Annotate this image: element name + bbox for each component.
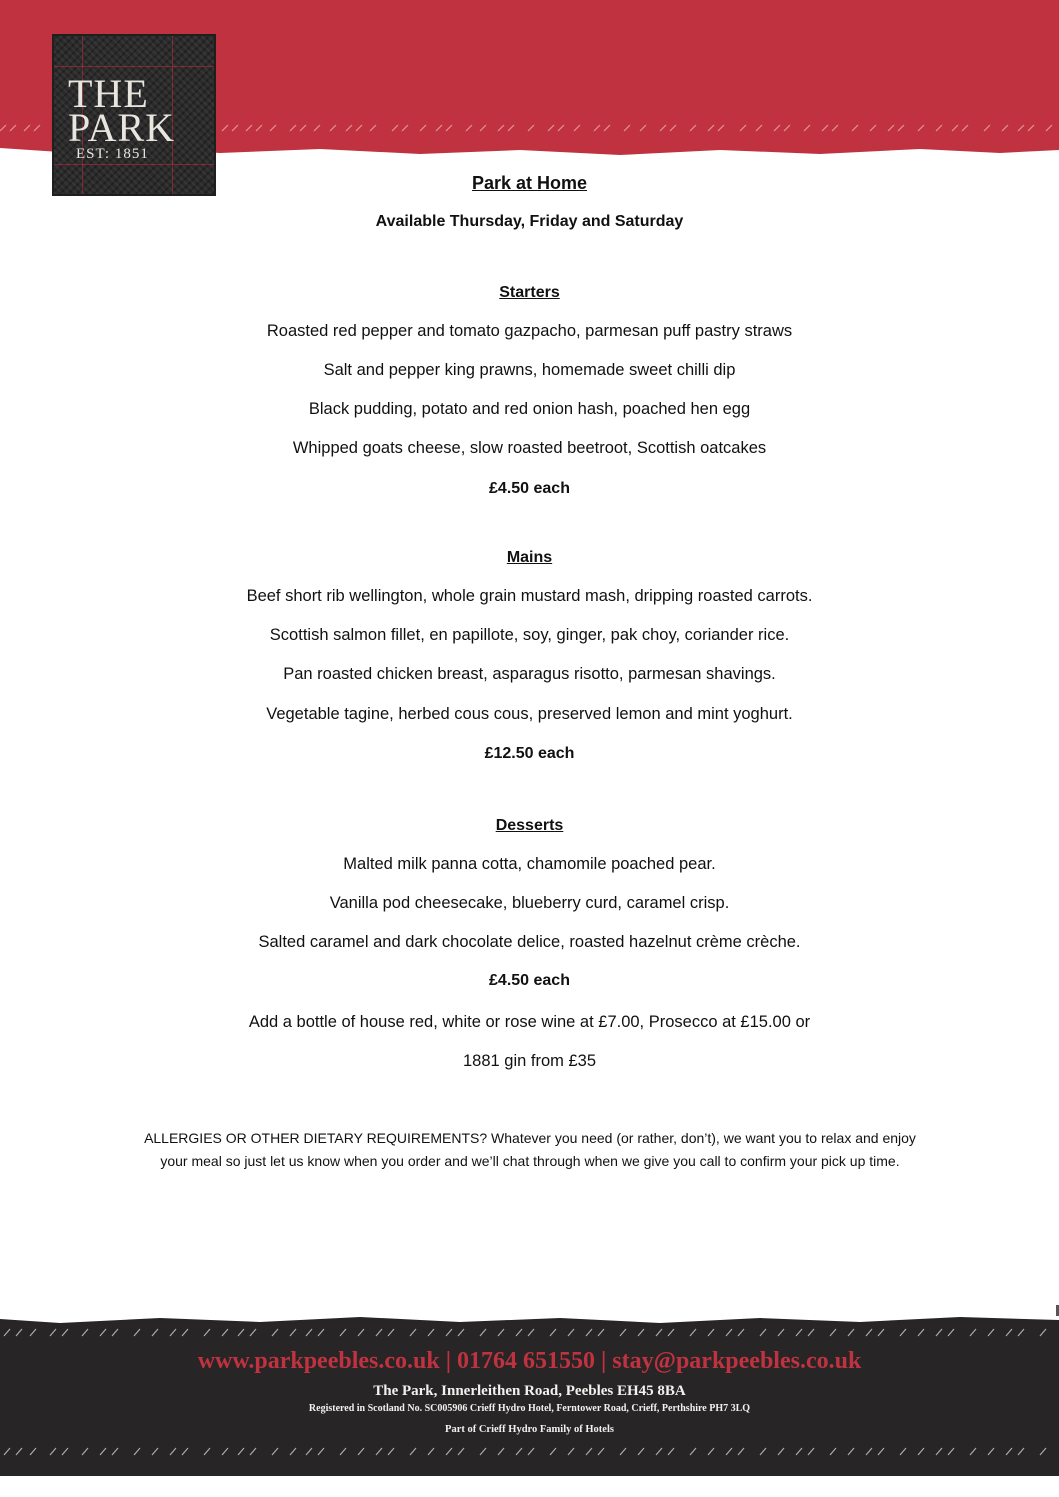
footer-address: The Park, Innerleithen Road, Peebles EH45 8BA (373, 1383, 686, 1399)
starters-price: £4.50 each (489, 480, 570, 497)
footer-contact-line[interactable]: www.parkpeebles.co.uk | 01764 651550 | stay@parkpeebles.co.uk (197, 1348, 862, 1374)
main-item: Vegetable tagine, herbed cous cous, preserved lemon and mint yoghurt. (266, 705, 793, 723)
logo-line-est: EST: 1851 (76, 146, 149, 162)
allergy-notice: ALLERGIES OR OTHER DIETARY REQUIREMENTS? Whatever you need (or rather, don’t), we want you to relax and enjoy your meal so just let us know when you order and we’ll chat through when we give you call to confirm your pick up time. (144, 1130, 916, 1169)
footer-band (0, 1316, 1059, 1476)
availability-text: Available Thursday, Friday and Saturday (375, 213, 684, 230)
dessert-item: Malted milk panna cotta, chamomile poached pear. (343, 855, 716, 873)
main-item: Beef short rib wellington, whole grain mustard mash, dripping roasted carrots. (246, 587, 813, 605)
starter-item: Whipped goats cheese, slow roasted beetroot, Scottish oatcakes (292, 439, 767, 457)
starters-heading: Starters (499, 284, 560, 301)
main-item: Scottish salmon fillet, en papillote, soy, ginger, pak choy, coriander rice. (269, 626, 790, 644)
starter-item: Black pudding, potato and red onion hash, poached hen egg (308, 400, 751, 418)
footer-hotel-family: Part of Crieff Hydro Family of Hotels (445, 1424, 614, 1435)
logo-tartan-line (54, 66, 214, 67)
starter-item: Salt and pepper king prawns, homemade sweet chilli dip (323, 361, 736, 379)
dessert-item: Salted caramel and dark chocolate delice, roasted hazelnut crème crèche. (258, 933, 801, 951)
page-title: Park at Home (471, 173, 588, 193)
logo-line-the: THE (68, 71, 149, 116)
footer-registration: Registered in Scotland No. SC005906 Crieff Hydro Hotel, Ferntower Road, Crieff, Perthshire PH7 3LQ (308, 1403, 751, 1414)
the-park-logo (54, 36, 214, 194)
logo-tartan-line (54, 164, 214, 165)
logo-line-park: PARK (68, 105, 176, 150)
mains-price: £12.50 each (484, 745, 575, 762)
dessert-item: Vanilla pod cheesecake, blueberry curd, caramel crisp. (329, 894, 730, 912)
main-item: Pan roasted chicken breast, asparagus risotto, parmesan shavings. (283, 665, 776, 683)
desserts-price: £4.50 each (489, 972, 570, 989)
drinks-offer-line: Add a bottle of house red, white or rose wine at £7.00, Prosecco at £15.00 or (248, 1013, 811, 1031)
starter-item: Roasted red pepper and tomato gazpacho, parmesan puff pastry straws (266, 322, 793, 340)
desserts-heading: Desserts (495, 817, 564, 834)
drinks-offer-line: 1881 gin from £35 (462, 1052, 596, 1070)
mains-heading: Mains (506, 549, 553, 566)
